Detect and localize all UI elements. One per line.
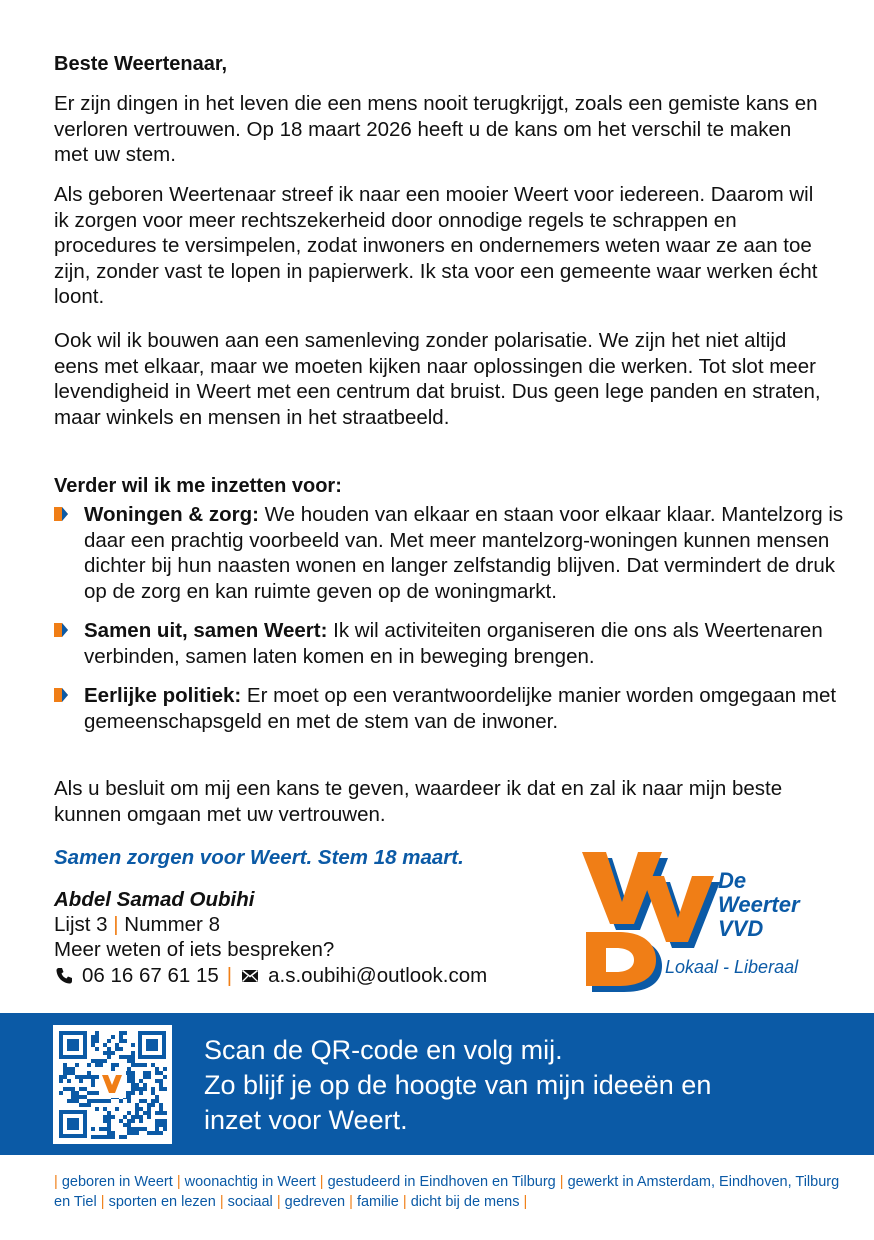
qr-module xyxy=(115,1043,119,1047)
qr-module xyxy=(115,1107,119,1111)
qr-module xyxy=(99,1135,103,1139)
qr-module xyxy=(99,1059,103,1063)
bullets-heading: Verder wil ik me inzetten voor: xyxy=(54,475,342,497)
qr-module xyxy=(127,1091,131,1095)
qr-module xyxy=(119,1047,123,1051)
qr-module xyxy=(147,1131,151,1135)
qr-module xyxy=(95,1039,99,1043)
qr-module xyxy=(63,1067,67,1071)
qr-module xyxy=(107,1055,111,1059)
qr-module xyxy=(107,1115,111,1119)
qr-module xyxy=(147,1071,151,1075)
footer-separator: | xyxy=(100,1194,105,1210)
qr-module xyxy=(59,1075,63,1079)
qr-module xyxy=(67,1099,71,1103)
orange-arrow-icon xyxy=(54,507,68,521)
qr-module xyxy=(79,1095,83,1099)
qr-module xyxy=(159,1079,163,1083)
qr-module xyxy=(147,1107,151,1111)
qr-module xyxy=(131,1071,135,1075)
qr-module xyxy=(163,1127,167,1131)
qr-module xyxy=(135,1107,139,1111)
qr-module xyxy=(63,1063,67,1067)
qr-module xyxy=(151,1131,155,1135)
list-item xyxy=(54,683,844,734)
qr-module xyxy=(91,1099,95,1103)
qr-module xyxy=(71,1091,75,1095)
qr-module xyxy=(91,1091,95,1095)
qr-module xyxy=(119,1055,123,1059)
logo-line-3: VVD xyxy=(718,916,764,941)
footer-item: dicht bij de mens xyxy=(410,1194,520,1210)
qr-module xyxy=(127,1067,131,1071)
qr-module xyxy=(107,1051,111,1055)
qr-module xyxy=(75,1099,79,1103)
paragraph-closing: Als u besluit om mij een kans te geven, waardeer ik dat en zal ik naar mijn beste kunnen omgaan met uw vertrouwen. xyxy=(54,777,783,826)
qr-module xyxy=(67,1087,71,1091)
footer-item: geboren in Weert xyxy=(61,1174,173,1190)
footer-facts xyxy=(54,1172,844,1212)
qr-module xyxy=(63,1075,67,1079)
footer-item: sporten en lezen xyxy=(108,1194,216,1210)
qr-module xyxy=(59,1091,63,1095)
qr-module xyxy=(107,1111,111,1115)
qr-module xyxy=(119,1099,123,1103)
qr-module xyxy=(107,1127,111,1131)
qr-module xyxy=(103,1135,107,1139)
qr-module xyxy=(67,1067,71,1071)
qr-module xyxy=(107,1099,111,1103)
qr-module xyxy=(151,1063,155,1067)
qr-module xyxy=(135,1111,139,1115)
qr-module xyxy=(107,1131,111,1135)
contact-line xyxy=(54,964,487,988)
qr-module xyxy=(119,1039,123,1043)
qr-module xyxy=(91,1083,95,1087)
vvd-logo-mark xyxy=(582,850,832,992)
qr-module xyxy=(59,1079,63,1083)
qr-module xyxy=(111,1051,115,1055)
footer-item: gewerkt in Amsterdam, Eindhoven, Tilburg en Tiel xyxy=(54,1174,840,1210)
qr-module xyxy=(131,1087,135,1091)
footer-item: sociaal xyxy=(227,1194,273,1210)
footer-separator: | xyxy=(176,1174,181,1190)
qr-module xyxy=(95,1135,99,1139)
slogan: Samen zorgen voor Weert. Stem 18 maart. xyxy=(54,846,464,869)
qr-module xyxy=(67,1071,71,1075)
qr-module xyxy=(155,1123,159,1127)
qr-module xyxy=(107,1039,111,1043)
qr-module xyxy=(127,1127,131,1131)
vvd-logo xyxy=(582,850,832,992)
qr-module xyxy=(95,1091,99,1095)
qr-module xyxy=(155,1079,159,1083)
qr-module xyxy=(135,1063,139,1067)
qr-module xyxy=(131,1083,135,1087)
qr-module xyxy=(139,1087,143,1091)
qr-module xyxy=(95,1035,99,1039)
bullet-lead: Eerlijke politiek: xyxy=(84,684,242,707)
qr-module xyxy=(139,1115,143,1119)
email-address[interactable]: a.s.oubihi@outlook.com xyxy=(268,964,488,987)
qr-module xyxy=(87,1091,91,1095)
qr-module xyxy=(139,1107,143,1111)
phone-number[interactable]: 06 16 67 61 15 xyxy=(82,964,219,987)
qr-module xyxy=(155,1111,159,1115)
cta-line-1: Scan de QR-code en volg mij. xyxy=(204,1035,563,1065)
qr-module xyxy=(155,1099,159,1103)
qr-module xyxy=(95,1107,99,1111)
qr-module xyxy=(131,1127,135,1131)
footer-separator: | xyxy=(349,1194,353,1210)
qr-module xyxy=(71,1087,75,1091)
qr-module xyxy=(147,1115,151,1119)
qr-module xyxy=(111,1115,115,1119)
qr-module xyxy=(95,1075,99,1079)
qr-module xyxy=(67,1079,71,1083)
qr-module xyxy=(159,1087,163,1091)
qr-module xyxy=(151,1091,155,1095)
qr-module xyxy=(127,1099,131,1103)
qr-module xyxy=(143,1087,147,1091)
qr-module xyxy=(99,1063,103,1067)
bullet-text: We houden van elkaar en staan voor elkaar klaar. Mantelzorg is daar een prachtig voorbeeld van. Met meer mantelzorg-woningen kunnen mensen dichter bij hun naasten wonen en langer zelfstandig blijven. Dat vermindert de druk op de zorg en kan ruimte geven op de woningmarkt. xyxy=(84,503,844,603)
qr-module xyxy=(131,1079,135,1083)
qr-module xyxy=(143,1063,147,1067)
qr-module xyxy=(131,1055,135,1059)
qr-module xyxy=(79,1103,83,1107)
qr-module xyxy=(71,1067,75,1071)
qr-module xyxy=(155,1127,159,1131)
footer-item: familie xyxy=(356,1194,399,1210)
footer-item: woonachtig in Weert xyxy=(184,1174,316,1190)
list-item xyxy=(54,618,844,669)
qr-module xyxy=(91,1127,95,1131)
qr-module xyxy=(139,1119,143,1123)
qr-module xyxy=(155,1071,159,1075)
qr-module xyxy=(163,1087,167,1091)
number-label: Nummer 8 xyxy=(124,913,220,936)
qr-module xyxy=(127,1111,131,1115)
qr-module xyxy=(135,1131,139,1135)
qr-module xyxy=(143,1127,147,1131)
footer-item: gedreven xyxy=(284,1194,346,1210)
qr-module xyxy=(111,1063,115,1067)
qr-module xyxy=(103,1127,107,1131)
qr-module xyxy=(147,1111,151,1115)
qr-module xyxy=(159,1103,163,1107)
qr-module xyxy=(127,1059,131,1063)
qr-module xyxy=(143,1111,147,1115)
qr-module xyxy=(95,1059,99,1063)
qr-module xyxy=(143,1071,147,1075)
qr-module xyxy=(123,1031,127,1035)
qr-module xyxy=(91,1043,95,1047)
qr-module xyxy=(135,1115,139,1119)
bullet-text: Er moet op een verantwoordelijke manier worden omgegaan met gemeenschapsgeld en met de stem van de inwoner. xyxy=(84,684,837,733)
qr-module xyxy=(163,1119,167,1123)
qr-module xyxy=(91,1039,95,1043)
qr-module xyxy=(95,1047,99,1051)
qr-module xyxy=(123,1055,127,1059)
footer-separator: | xyxy=(402,1194,407,1210)
greeting: Beste Weertenaar, xyxy=(54,53,228,75)
qr-module xyxy=(79,1079,83,1083)
bullet-text: Ik wil activiteiten organiseren die ons als Weertenaren verbinden, samen laten komen en in beweging brengen. xyxy=(84,619,823,668)
contact-prompt: Meer weten of iets bespreken? xyxy=(54,938,335,961)
qr-module xyxy=(103,1119,107,1123)
qr-module xyxy=(115,1063,119,1067)
footer-separator: | xyxy=(276,1194,281,1210)
qr-module xyxy=(139,1099,143,1103)
qr-module xyxy=(155,1119,159,1123)
qr-module xyxy=(103,1043,107,1047)
qr-module xyxy=(103,1051,107,1055)
qr-module xyxy=(151,1099,155,1103)
qr-code-image xyxy=(53,1025,172,1144)
qr-module xyxy=(107,1123,111,1127)
qr-module xyxy=(87,1071,91,1075)
qr-module xyxy=(123,1123,127,1127)
qr-module xyxy=(71,1095,75,1099)
qr-module xyxy=(95,1031,99,1035)
qr-module xyxy=(115,1047,119,1051)
qr-module xyxy=(123,1135,127,1139)
qr-module xyxy=(95,1063,99,1067)
qr-module xyxy=(163,1067,167,1071)
qr-module xyxy=(143,1099,147,1103)
qr-module xyxy=(143,1083,147,1087)
orange-arrow-icon xyxy=(54,688,68,702)
qr-module xyxy=(127,1095,131,1099)
qr-module xyxy=(159,1119,163,1123)
qr-module xyxy=(87,1063,91,1067)
qr-module xyxy=(131,1091,135,1095)
qr-module xyxy=(83,1075,87,1079)
paragraph-polarisatie: Ook wil ik bouwen aan een samenleving zonder polarisatie. We zijn het niet altijd eens met elkaar, maar we moeten kijken naar oplossingen die werken. Tot slot meer levendigheid in Weert met een centrum dat bruist. Dus geen lege panden en straten, maar winkels en mensen in het straatbeeld. xyxy=(54,329,821,429)
qr-module xyxy=(75,1075,79,1079)
qr-module xyxy=(87,1075,91,1079)
qr-code[interactable] xyxy=(53,1025,172,1144)
logo-line-1: De xyxy=(718,868,747,893)
qr-module xyxy=(163,1111,167,1115)
qr-module xyxy=(91,1075,95,1079)
qr-module xyxy=(83,1103,87,1107)
signer-name: Abdel Samad Oubihi xyxy=(54,888,255,911)
qr-module xyxy=(135,1083,139,1087)
qr-module xyxy=(163,1123,167,1127)
qr-module xyxy=(87,1099,91,1103)
qr-module xyxy=(75,1095,79,1099)
qr-module xyxy=(83,1095,87,1099)
qr-module xyxy=(163,1075,167,1079)
qr-module xyxy=(71,1099,75,1103)
qr-module xyxy=(103,1115,107,1119)
orange-arrow-icon xyxy=(54,623,68,637)
qr-module xyxy=(79,1075,83,1079)
qr-module xyxy=(147,1075,151,1079)
list-label: Lijst 3 xyxy=(54,913,108,936)
qr-module xyxy=(155,1067,159,1071)
qr-module xyxy=(107,1047,111,1051)
qr-module xyxy=(123,1115,127,1119)
footer-separator: | xyxy=(54,1174,58,1190)
qr-module xyxy=(119,1031,123,1035)
qr-module xyxy=(147,1103,151,1107)
qr-module xyxy=(131,1075,135,1079)
qr-module xyxy=(119,1119,123,1123)
qr-module xyxy=(91,1035,95,1039)
qr-module xyxy=(127,1123,131,1127)
qr-module xyxy=(127,1055,131,1059)
qr-module xyxy=(107,1135,111,1139)
qr-module xyxy=(131,1043,135,1047)
qr-module xyxy=(123,1039,127,1043)
qr-module xyxy=(143,1075,147,1079)
qr-module xyxy=(83,1087,87,1091)
qr-module xyxy=(63,1087,67,1091)
qr-module xyxy=(107,1119,111,1123)
qr-module xyxy=(159,1071,163,1075)
qr-module xyxy=(151,1103,155,1107)
qr-module xyxy=(131,1051,135,1055)
qr-module xyxy=(127,1075,131,1079)
separator: | xyxy=(226,964,233,987)
qr-module xyxy=(159,1123,163,1127)
separator: | xyxy=(113,913,119,936)
footer-separator: | xyxy=(559,1174,564,1190)
footer-separator: | xyxy=(523,1194,528,1210)
qr-module xyxy=(135,1087,139,1091)
qr-module xyxy=(159,1083,163,1087)
bullet-lead: Samen uit, samen Weert: xyxy=(84,619,328,642)
qr-module xyxy=(87,1103,91,1107)
qr-module xyxy=(127,1071,131,1075)
qr-module xyxy=(131,1119,135,1123)
qr-module xyxy=(111,1067,115,1071)
qr-module xyxy=(103,1099,107,1103)
qr-module xyxy=(75,1091,79,1095)
cta-line-2: Zo blijf je op de hoogte van mijn ideeën en xyxy=(204,1070,712,1100)
qr-module xyxy=(159,1107,163,1111)
qr-module xyxy=(91,1059,95,1063)
qr-module xyxy=(159,1131,163,1135)
qr-module xyxy=(103,1107,107,1111)
qr-module xyxy=(155,1131,159,1135)
bullet-lead: Woningen & zorg: xyxy=(84,503,259,526)
qr-module xyxy=(139,1127,143,1131)
qr-module xyxy=(111,1131,115,1135)
qr-module xyxy=(111,1135,115,1139)
qr-module xyxy=(91,1079,95,1083)
qr-module xyxy=(131,1131,135,1135)
qr-module xyxy=(119,1035,123,1039)
qr-module xyxy=(135,1103,139,1107)
qr-module xyxy=(151,1087,155,1091)
footer-separator: | xyxy=(319,1174,324,1190)
qr-module xyxy=(91,1135,95,1139)
qr-module xyxy=(131,1059,135,1063)
phone-icon xyxy=(54,966,74,986)
logo-line-2: Weerter xyxy=(718,892,800,917)
qr-module xyxy=(75,1063,79,1067)
envelope-icon xyxy=(240,966,260,986)
footer-separator: | xyxy=(219,1194,224,1210)
qr-module xyxy=(131,1115,135,1119)
qr-module xyxy=(71,1071,75,1075)
qr-module xyxy=(131,1063,135,1067)
qr-module xyxy=(127,1131,131,1135)
paragraph-rechtszekerheid: Als geboren Weertenaar streef ik naar een mooier Weert voor iedereen. Daarom wil ik zorgen voor meer rechtszekerheid door onnodige regels te schrappen en procedures te versimpelen, zodat inwoners en ondernemers weten waar ze aan toe zijn, zonder vast te lopen in papierwerk. Ik sta voor een gemeente waar werken écht loont. xyxy=(54,183,818,308)
paragraph-intro: Er zijn dingen in het leven die een mens nooit terugkrijgt, zoals een gemiste kans en verloren vertrouwen. Op 18 maart 2026 heeft u de kans om het verschil te maken met uw stem. xyxy=(54,92,818,166)
qr-module xyxy=(99,1127,103,1131)
qr-module xyxy=(63,1071,67,1075)
qr-module xyxy=(127,1079,131,1083)
cta-line-3: inzet voor Weert. xyxy=(204,1105,408,1135)
qr-module xyxy=(159,1111,163,1115)
qr-call-to-action xyxy=(204,1033,711,1138)
list-number-line xyxy=(54,913,220,937)
qr-module xyxy=(139,1091,143,1095)
qr-module xyxy=(95,1099,99,1103)
qr-module xyxy=(155,1095,159,1099)
qr-module xyxy=(111,1035,115,1039)
qr-module xyxy=(127,1119,131,1123)
qr-module xyxy=(135,1127,139,1131)
footer-item: gestudeerd in Eindhoven en Tilburg xyxy=(327,1174,556,1190)
logo-tagline: Lokaal - Liberaal xyxy=(665,957,799,977)
qr-module xyxy=(99,1099,103,1103)
qr-module xyxy=(139,1063,143,1067)
qr-module xyxy=(139,1079,143,1083)
qr-module xyxy=(119,1135,123,1139)
list-item xyxy=(54,502,844,604)
qr-module xyxy=(103,1059,107,1063)
bullet-list xyxy=(54,502,844,748)
qr-module xyxy=(79,1087,83,1091)
